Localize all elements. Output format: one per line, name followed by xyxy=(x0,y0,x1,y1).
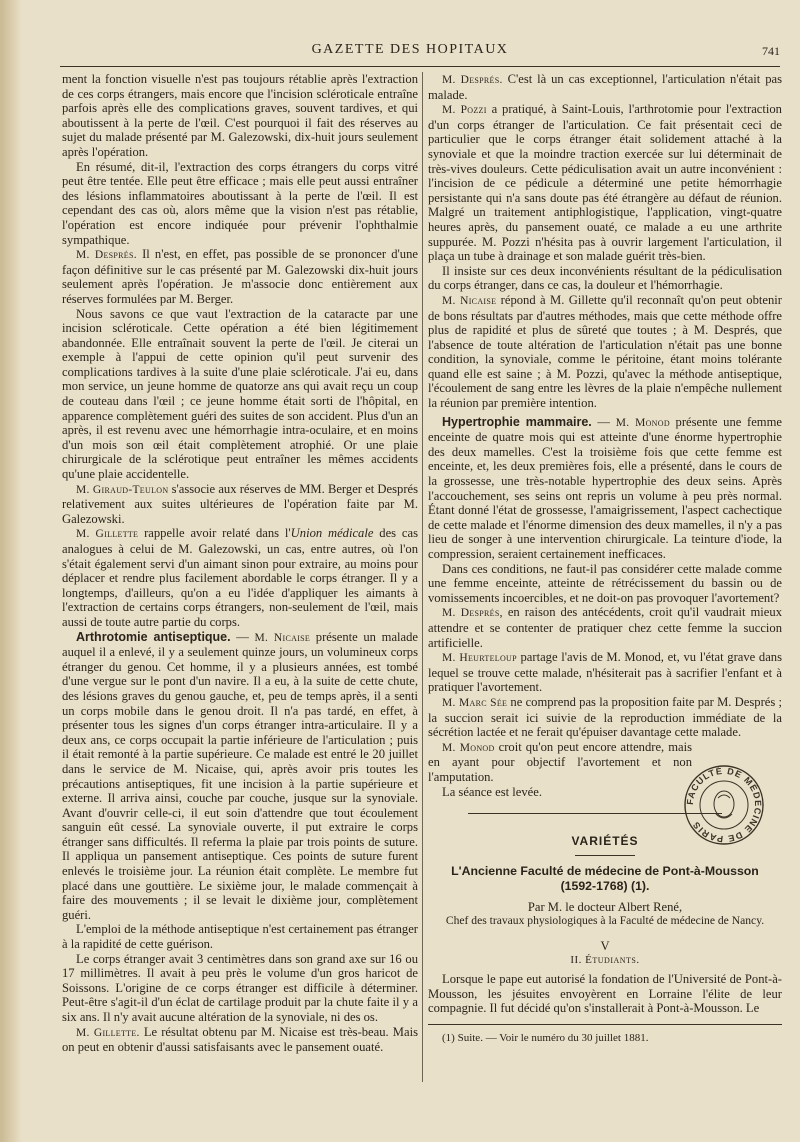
header-rule xyxy=(60,66,780,67)
page-binding-edge xyxy=(0,0,22,1142)
author-description: Chef des travaux physiologiques à la Faculté de médecine de Nancy. xyxy=(445,914,765,928)
section-heading: Arthrotomie antiseptique. xyxy=(76,629,231,644)
closing-line: La séance est levée. xyxy=(442,784,542,799)
speaker-name: M. Marc Sée xyxy=(442,696,508,709)
paragraph-text: s'associe aux réserves de MM. Berger et Després relativement aux suites ultérieures de l'opération faite par M. Galezowski. xyxy=(62,481,418,526)
dash: — xyxy=(591,414,616,429)
speaker-name: M. Monod xyxy=(442,741,495,754)
paragraph xyxy=(62,247,418,306)
article-title: L'Ancienne Faculté de médecine de Pont-à-Mousson xyxy=(451,863,759,878)
paragraph xyxy=(428,650,782,695)
page-number: 741 xyxy=(762,44,780,58)
speaker-name: M. Gillette. xyxy=(76,1026,140,1039)
journal-title: GAZETTE DES HOPITAUX xyxy=(311,42,509,57)
paragraph-text: a pratiqué, à Saint-Louis, l'arthrotomie pour l'extraction d'un corps étranger de l'articulation. Ce fait présentait ceci de particulier que le corps étranger était solidement attaché à la synoviale et que la moindre traction exercée sur lui déterminait de très-vives douleurs. Cette pédiculisation avait un autre inconvénient : l'incision de ce pédicule a déterminé une petite hémorrhagie persistante qui n'a sans doute pas été étrangère au défaut de réunion. Malgré un traitement antiphlogistique, l'application, vingt-quatre heures après, du pansement ouaté, ce malade a eu une arthrite suppurée. M. Pozzi n'hésita pas à ouvrir largement l'articulation, il plaça un tube à drainage et son malade guérit très-bien. xyxy=(428,102,782,264)
footnote: (1) Suite. — Voir le numéro du 30 juillet 1881. xyxy=(428,1024,782,1046)
speaker-name: M. Monod xyxy=(615,416,670,429)
paragraph xyxy=(62,630,418,923)
article-dates: (1592-1768) (1). xyxy=(560,878,650,893)
paragraph-text: croit qu'on peut encore attendre, mais en ayant pour objectif l'avortement et non l'amputation. xyxy=(428,739,692,784)
library-stamp-icon xyxy=(683,764,765,846)
paragraph xyxy=(428,415,782,562)
paragraph-text: Le résultat obtenu par M. Nicaise est très-beau. Mais on peut en obtenir d'aussi satisfaisants avec le pansement ouaté. xyxy=(62,1024,418,1055)
subsection-title: II. Étudiants. xyxy=(570,954,640,967)
paragraph-text: ne comprend pas la proposition faite par M. Després ; la succion serait ici suivie de la reproduction immédiate de la sécrétion lactée et ne ferait qu'épuiser davantage cette malade. xyxy=(428,694,782,740)
paragraph xyxy=(428,605,782,650)
paragraph: Il insiste sur ces deux inconvénients résultant de la pédiculisation du corps étranger, dans ce cas, la douleur et l'hémorrhagie. xyxy=(428,263,782,293)
paragraph xyxy=(62,482,418,527)
paragraph-text: rappelle avoir relaté dans l' xyxy=(138,526,291,541)
speaker-name: M. Nicaise xyxy=(442,294,497,307)
paragraph-text: répond à M. Gillette qu'il reconnaît qu'on peut obtenir de bons résultats par d'autres méthodes, mais que cette méthode offre plus de rapidité et plus de sûreté que toutes ; à M. Després, que l'absence de toute altération de l'articulation n'était pas une bonne condition, la synoviale, comme le péritoine, étant moins tolérante quand elle est saine ; à M. Pozzi, qu'avec la méthode antiseptique, l'écoulement de sang entre les lèvres de la plaie n'empêche nullement la réunion par première intention. xyxy=(428,292,782,411)
paragraph: Nous savons ce que vaut l'extraction de la cataracte par une incision scléroticale. Cette opération a été bien légitimement abandonnée. Elle entraînait souvent la perte de l'œil. Je citerai un exemple à l'appui de cette opinion qu'il peut survenir des complications tardives à la suite d'une plaie scléroticale. J'ai eu, dans mon service, un jeune homme de quatorze ans qui avait reçu un coup de couteau dans l'œil ; ce jeune homme était sorti de l'hôpital, en apparence complètement guéri des suites de son accident. Plus d'un an après, il est revenu avec une hémorrhagie intra-oculaire, et en moins d'un mois son œil était complètement atrophié. Or une plaie chirurgicale de la sclérotique peut entraîner les mêmes accidents qu'une plaie accidentelle. xyxy=(62,306,418,482)
speaker-name: M. Heurteloup xyxy=(442,652,517,665)
paragraph-text: Il n'est, en effet, pas possible de se prononcer d'une façon définitive sur le cas présenté par M. Galezowski dix-huit jours seulement après l'opération. Je m'associe donc entièrement aux réserves formulées par M. Berger. xyxy=(62,247,418,306)
paragraph-text: présente une femme enceinte de quatre mois qui est atteinte d'une énorme hypertrophie des deux mamelles. C'est la troisième fois que cette femme est enceinte, et, les deux premières fois, elle a présenté, dans le cours de la grossesse, une très-notable hypertrophie des deux seins. Après l'accouchement, ses seins ont repris un volume à peu près normal. Étant donné l'état de grossesse, l'amaigrissement, l'aspect cachectique de cette malade et l'énorme dimension des deux mamelles, il n'y a pas lieu de songer à une intervention chirurgicale. La teinture d'iode, la compression, seraient certainement inefficaces. xyxy=(428,414,782,561)
byline: Par M. le docteur Albert René, xyxy=(527,899,683,914)
paragraph: ment la fonction visuelle n'est pas toujours rétablie après l'extraction de ces corps étrangers, mais encore que l'incision scléroticale entraîne parfois après elle des complications graves, souvent tardives, et qui aboutissent à la perte de l'œil. C'est pourquoi il fait des réserves au sujet du malade présenté par M. Galezowski, dix-huit jours seulement après l'opération. xyxy=(62,72,418,159)
speaker-name: M. Gillette xyxy=(76,528,139,541)
section-heading: Hypertrophie mammaire. xyxy=(442,414,592,429)
paragraph: Lorsque le pape eut autorisé la fondation de l'Université de Pont-à-Mousson, les jésuites envoyèrent en Lorraine l'élite de leur compagnie. Il fut décidé qu'on s'installerait à Pont-à-Mousson. Le xyxy=(428,972,782,1016)
speaker-name: M. Pozzi xyxy=(442,104,487,117)
speaker-name: M. Després. xyxy=(442,74,503,86)
paragraph xyxy=(62,1025,418,1055)
paragraph xyxy=(428,102,782,264)
paragraph xyxy=(62,526,418,629)
chapter-number: V xyxy=(600,938,610,953)
right-column xyxy=(428,72,782,1122)
stamp-text: FACULTÉ DE MÉDECINE DE PARIS xyxy=(684,765,764,845)
paragraph-text: en raison des antécédents, croit qu'il vaudrait mieux attendre et se contenter de pratiquer chez cette femme la succion artificielle. xyxy=(428,605,782,650)
paragraph xyxy=(428,72,782,102)
dash: — xyxy=(230,629,255,644)
paragraph-text: partage l'avis de M. Monod, et, vu l'état grave dans lequel se trouve cette malade, n'hésiterait pas à sacrifier l'enfant et à pratiquer l'avortement. xyxy=(428,650,782,695)
speaker-name: M. Després, xyxy=(442,607,503,620)
page-header xyxy=(40,40,780,62)
paragraph-text: des cas analogues à celui de M. Galezowski, un cas, entre autres, où l'on s'était également servi d'un aimant sinon pour extraire, au moins pour déplacer et rendre plus facilement abordable le corps étranger. Il y a longtemps, d'ailleurs, qu'on a eu l'idée d'appliquer les aimants à l'extraction de certains corps étrangers, non-seulement de l'œil, mais aussi de toute autre partie du corps. xyxy=(62,526,418,629)
paragraph: En résumé, dit-il, l'extraction des corps étrangers du corps vitré peut être tentée. Elle peut être efficace ; mais elle peut aussi entraîner des lésions inflammatoires aboutissant à la perte de l'œil. Il est cependant des cas où, alors même que la vision n'est pas rétablie, l'opération est encore indiquée pour prévenir l'ophthalmie sympathique. xyxy=(62,159,418,247)
paragraph-text: C'est là un cas exceptionnel, l'articulation n'était pas malade. xyxy=(428,72,782,102)
paragraph: L'emploi de la méthode antiseptique n'est certainement pas étranger à la rapidité de cette guérison. xyxy=(62,922,418,952)
paragraph: Le corps étranger avait 3 centimètres dans son grand axe sur 16 ou 17 millimètres. Il avait à peu près le volume d'un gros haricot de Soissons. L'origine de ce corps étranger est difficile à déterminer. Peut-être s'agit-il d'un éclat de cartilage produit par la chute faite il y a six ans. Il n'y avait aucune altération de la synoviale, ni des os. xyxy=(62,951,418,1024)
section-title: VARIÉTÉS xyxy=(571,834,639,849)
paragraph xyxy=(428,695,782,740)
left-column xyxy=(62,72,418,1122)
speaker-name: M. Després. xyxy=(76,249,137,262)
speaker-name: M. Giraud-Teulon xyxy=(76,483,169,496)
italic-title: Union médicale xyxy=(290,526,374,541)
paragraph-text: présente un malade auquel il a enlevé, il y a seulement quinze jours, un volumineux corps étranger du genou. Cet homme, il y a plusieurs années, est tombé d'une vergue sur le pont d'un navire. Il a eu, à la suite de cette chute, des lésions graves du genou gauche, et, peu de temps après, il a senti un corps mobile dans le genou droit. Il n'a pas tardé, en effet, à présenter tous les signes d'un corps étranger intra-articulaire. Il y a deux ans, ce corps occupait la partie inférieure de l'articulation ; puis il était remonté à la partie supérieure. Ce malade est entré le 20 juillet dans le service de M. Nicaise, qui, après avoir pris toutes les précautions antiseptiques, fit une incision à la partie supérieure et externe. Il arriva ainsi, couche par couche, jusque sur la synoviale. Avant d'ouvrir celle-ci, il eut soin d'attendre que tout écoulement sanguin eût cessé. La synoviale ouverte, il put extraire le corps étranger sans difficultés. Il referma la plaie par trois points de suture. Il appliqua un pansement antiseptique. Ces points de suture furent enlevés le troisième jour. La réunion était complète. Le membre fut placé dans une gouttière. Le sixième jour, le malade commençait à faire des mouvements ; il se levait le dixième jour, complètement guéri. xyxy=(62,629,419,922)
speaker-name: M. Nicaise xyxy=(254,631,311,644)
column-divider xyxy=(422,72,423,1082)
paragraph xyxy=(428,293,782,411)
paragraph: Dans ces conditions, ne faut-il pas considérer cette malade comme une femme enceinte, atteinte de rétrécissement du bassin ou de vomissements incoercibles, et ne doit-on pas provoquer l'avortement? xyxy=(428,561,782,605)
svg-text:FACULTÉ DE MÉDECINE DE PARIS xyxy=(685,766,763,844)
short-rule xyxy=(575,855,635,856)
